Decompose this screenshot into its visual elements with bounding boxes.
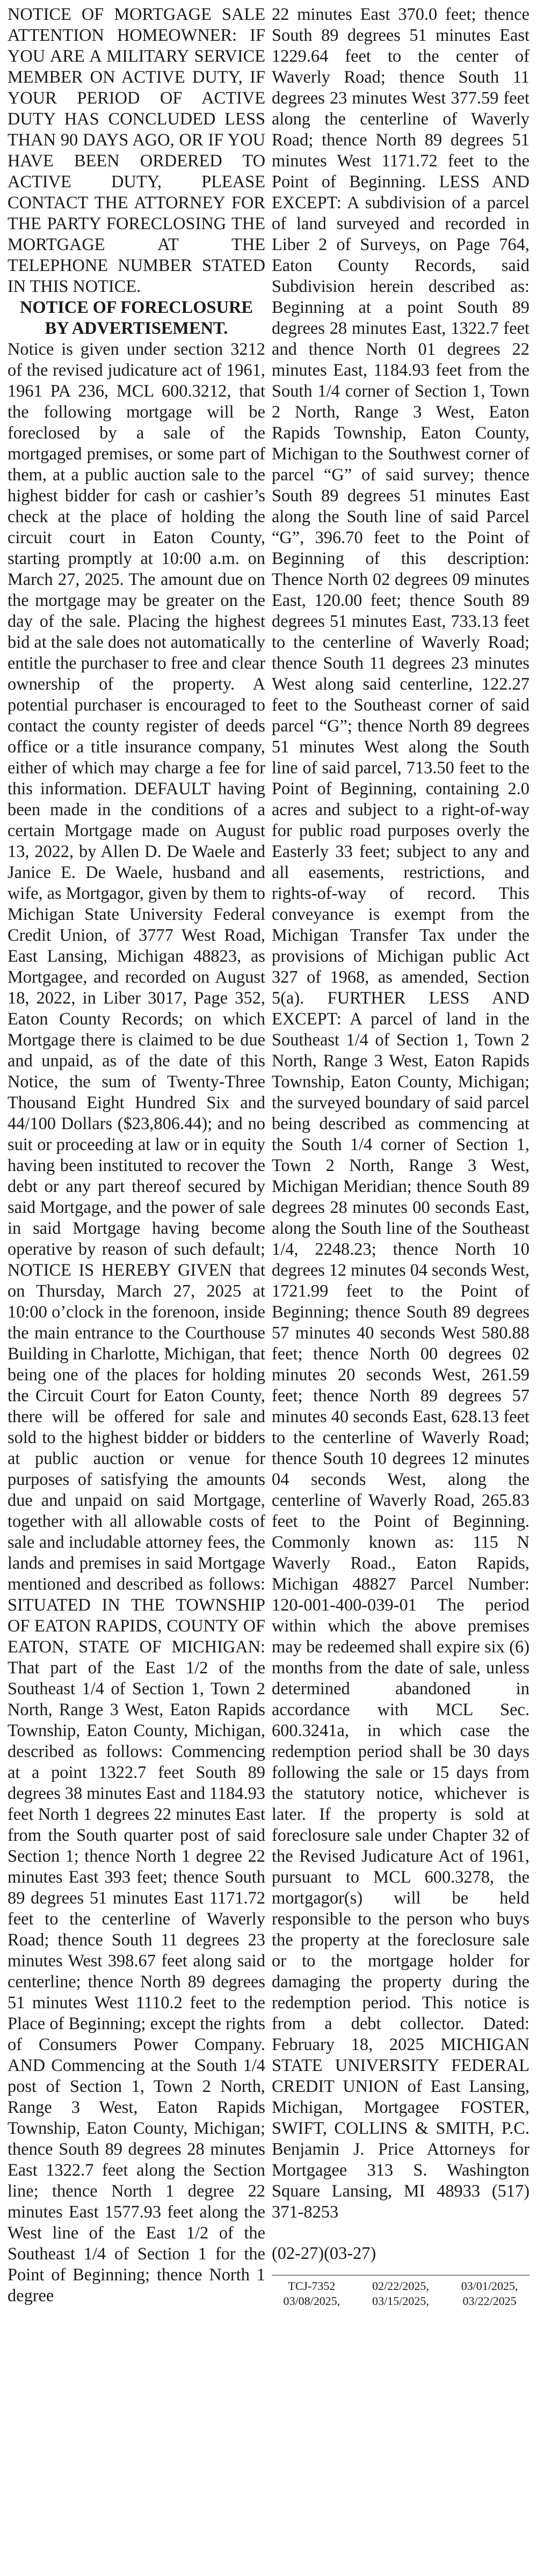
notice-subheading: NOTICE OF FORECLOSURE BY ADVERTISEMENT. <box>20 298 253 338</box>
run-dates-code: (02-27)(03-27) <box>272 2244 376 2263</box>
footer-cell-bottom: 03/15/2025, <box>372 2294 429 2308</box>
notice-body-left: Notice is given under section 3212 of the revised judicature act of 1961, 1961 PA 236, MCL 600.3212, that the following mortgage will be foreclosed by a sale of the mortgaged premises, or some part of them, at a public auction sale to the highest bidder for cash or cashier’s check at the place of holding the circuit court in Eaton County, starting promptly at 10:00 a.m. on March 27, 2025. The amount due on the mortgage may be greater on the day of the sale. Placing the highest bid at the sale does not automatically entitle the purchaser to free and clear ownership of the property. A potential purchaser is encouraged to contact the county register of deeds office or a title insurance company, either of which may charge a fee for this information. DEFAULT having been made in the conditions of a certain Mortgage made on August 13, 2022, by Allen D. De Waele and Janice E. De Waele, husband and wife, as Mortgagor, given by them to Michigan State University Federal Credit Union, of 3777 West Road, East Lansing, Michigan 48823, as Mortgagee, and recorded on August 18, 2022, in Liber 3017, Page 352, Eaton County Records; on which Mortgage there is claimed to be due and unpaid, as of the date of this Notice, the sum of Twenty-Three Thousand Eight Hundred Six and 44/100 Dollars ($23,806.44); and no suit or proceeding at law or in equity having been instituted to recover the debt or any part thereof secured by said Mortgage, and the power of sale in said Mortgage having become operative by reason of such default; NOTICE IS HEREBY GIVEN that on Thursday, March 27, 2025 at 10:00 o’clock in the forenoon, inside the main entrance to the Courthouse Building in Charlotte, Michigan, that being one of the places for holding the Circuit Court for Eaton County, there will be offered for sale and sold to the highest bidder or bidders at public auction or venue for purposes of satisfying the amounts due and unpaid on said Mortgage, together with all allowable costs of sale and includable attorney fees, the lands and premises in said Mortgage mentioned and described as follows: SITUATED IN THE TOWNSHIP OF EATON RAPIDS, COUNTY OF EATON, STATE OF MICHIGAN: That part of the East 1/2 of the Southeast 1/4 of Section 1, Town 2 North, Range 3 West, Eaton Rapids Township, Eaton County, Michigan, described as follows: Commencing at a point 1322.7 feet South 89 degrees 38 minutes East and 1184.93 feet North 1 degrees 22 minutes East from the South quarter post of said Section 1; thence North 1 degree 22 minutes East 393 feet; thence South 89 degrees 51 minutes East 1171.72 feet to the centerline of Waverly Road; thence South 11 degrees 23 minutes West 398.67 feet along said centerline; thence North 89 degrees 51 minutes West 1110.2 feet to the Place of Beginning; except the rights of Consumers Power Company. AND Commencing at the South 1/4 post of Section 1, Town 2 North, Range 3 West, Eaton Rapids Township, Eaton County, Michigan; thence South 89 degrees 28 minutes East 1322.7 feet along the Section line; thence North 1 degree 22 minutes East 1577.93 feet along the West line of the East 1/2 of the Southeast 1/4 of Section 1 for the Point of Beginning; thence North 1 degree <box>8 340 265 2306</box>
footer-cell-bottom: 03/08/2025, <box>283 2294 340 2308</box>
notice-body-right: 22 minutes East 370.0 feet; thence South 89 degrees 51 minutes East 1229.64 feet to the center of Waverly Road; thence South 11 degrees 23 minutes West 377.59 feet along the centerline of Waverly Road; thence North 89 degrees 51 minutes West 1171.72 feet to the Point of Beginning. LESS AND EXCEPT: A subdivision of a parcel of land surveyed and recorded in Liber 2 of Surveys, on Page 764, Eaton County Records, said Subdivision herein described as: Beginning at a point South 89 degrees 28 minutes East, 1322.7 feet and thence North 01 degrees 22 minutes East, 1184.93 feet from the South 1/4 corner of Section 1, Town 2 North, Range 3 West, Eaton Rapids Township, Eaton County, Michigan to the Southwest corner of parcel “G” of said survey; thence South 89 degrees 51 minutes East along the South line of said Parcel “G”, 396.70 feet to the Point of Beginning of this description: Thence North 02 degrees 09 minutes East, 120.00 feet; thence South 89 degrees 51 minutes East, 733.13 feet to the centerline of Waverly Road; thence South 11 degrees 23 minutes West along said centerline, 122.27 feet to the Southeast corner of said parcel “G”; thence North 89 degrees 51 minutes West along the South line of said parcel, 713.50 feet to the Point of Beginning, containing 2.0 acres and subject to a right-of-way for public road purposes overly the Easterly 33 feet; subject to any and all easements, restrictions, and rights-of-way of record. This conveyance is exempt from the Michigan Transfer Tax under the provisions of Michigan public Act 327 of 1968, as amended, Section 5(a). FURTHER LESS AND EXCEPT: A parcel of land in the Southeast 1/4 of Section 1, Town 2 North, Range 3 West, Eaton Rapids Township, Eaton County, Michigan; the surveyed boundary of said parcel being described as commencing at the South 1/4 corner of Section 1, Town 2 North, Range 3 West, Michigan Meridian; thence South 89 degrees 28 minutes 00 seconds East, along the South line of the Southeast 1/4, 2248.23; thence North 10 degrees 12 minutes 04 seconds West, 1721.99 feet to the Point of Beginning; thence South 89 degrees 57 minutes 40 seconds West 580.88 feet; thence North 00 degrees 02 minutes 20 seconds West, 261.59 feet; thence North 89 degrees 57 minutes 40 seconds East, 628.13 feet to the centerline of Waverly Road; thence South 10 degrees 12 minutes 04 seconds West, along the centerline of Waverly Road, 265.83 feet to the Point of Beginning. Commonly known as: 115 N Waverly Road., Eaton Rapids, Michigan 48827 Parcel Number: 120-001-400-039-01 The period within which the above premises may be redeemed shall expire six (6) months from the date of sale, unless determined abandoned in accordance with MCL Sec. 600.3241a, in which case the redemption period shall be 30 days following the sale or 15 days from the statutory notice, whichever is later. If the property is sold at foreclosure sale under Chapter 32 of the Revised Judicature Act of 1961, pursuant to MCL 600.3278, the mortgagor(s) will be held responsible to the person who buys the property at the foreclosure sale or to the mortgage holder for damaging the property during the redemption period. This notice is from a debt collector. Dated: February 18, 2025 MICHIGAN STATE UNIVERSITY FEDERAL CREDIT UNION of East Lansing, Michigan, Mortgagee FOSTER, SWIFT, COLLINS & SMITH, P.C. Benjamin J. Price Attorneys for Mortgagee 313 S. Washington Square Lansing, MI 48933 (517) 371-8253 <box>272 5 529 2222</box>
notice-heading: NOTICE OF MORTGAGE SALE ATTENTION HOMEOWNER: IF YOU ARE A MILITARY SERVICE MEMBER ON ACTIVE DUTY, IF YOUR PERIOD OF ACTIVE DUTY HAS CONCLUDED LESS THAN 90 DAYS AGO, OR IF YOU HAVE BEEN ORDERED TO ACTIVE DUTY, PLEASE CONTACT THE ATTORNEY FOR THE PARTY FORECLOSING THE MORTGAGE AT THE TELEPHONE NUMBER STATED IN THIS NOTICE. <box>8 5 265 296</box>
right-column <box>272 4 529 2309</box>
footer-cell <box>449 2279 529 2309</box>
footer-cell-top: 03/01/2025, <box>461 2279 518 2293</box>
footer-cell-bottom: 03/22/2025 <box>462 2294 517 2308</box>
footer-cell-top: TCJ-7352 <box>288 2279 336 2293</box>
footer-cell-top: 02/22/2025, <box>372 2279 429 2293</box>
left-column <box>8 4 265 2307</box>
footer-cell <box>361 2279 441 2309</box>
publication-footer <box>272 2275 529 2309</box>
footer-cell <box>272 2279 352 2309</box>
